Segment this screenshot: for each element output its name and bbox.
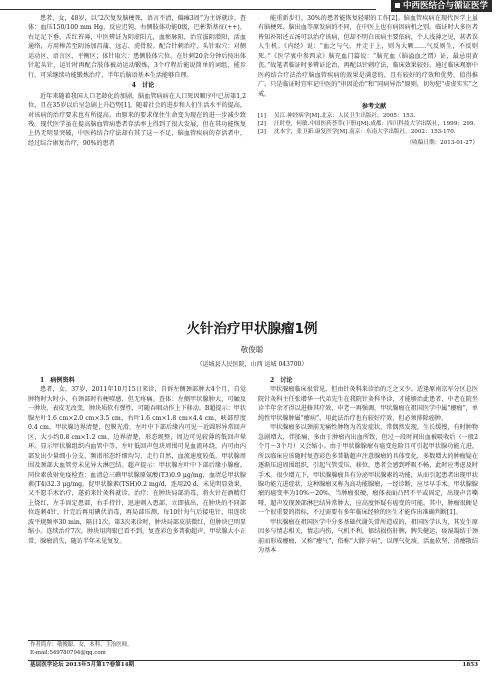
top-right-column [258,14,478,147]
case-report-paragraph: 患者，女，37岁，2011年10月15日来诊，自诉左侧颈部肿大4个月，自觉肿物时大时小，有颈部时有梗噎感，但无疼痛。查体：左侧甲状腺肿大，可触及一肿块，表皮无改变，肿块质软有弹性，可随吞咽动作上下移动。B超提示：甲状腺左叶1.6 cm×2.0 cm×3.5 cm，右叶1.6 cm×1.8 cm×4.4 cm，峡部厚度0.4 cm，甲状腺边界清楚，包膜光滑，左叶中下部后缘内可见一近圆形异常回声区，大小约0.8 cm×1.2 cm，边界清楚，形态规整，周边可见较薄的低回声晕环。显示甲状腺组织内血管中等，左叶低回声包块周围可见血流环绕，内可由内部发出少量细小分支，频谱形态纤细均匀，走行自然，血流速度较低，甲状腺周围及颈部大血管旁未见异大淋巴结。超声提示：甲状腺左叶中下部后缘小腺瘤。同位素放射免疫检查：血清总三碘甲状腺原氨酸(T3)0.9 μg/mg，血清总甲状腺素(T4)32.3 μg/mg，促甲状腺素(TSH)0.2 mg/d，连用20 d，未见明显效果，又不愿手术治疗，遂前来针灸科就诊。治疗：在肿块局部消毒，将火针在酒精灯上烧红，左手固定患部，右手持针，迅速刺入患部，立即拔出，在肿块的不同部位连刺4针，针完后再用碘伏消毒，再局部压测，每10针每气后接电针，用连续波平规频率30 min，隔日1次。第3次来诊时，肿块局部皮肤微红，但肿块已明显缩小。连续治疗7次，肿块用肉眼已看不到，复查彩色多普勒超声，甲状腺大小正常，腺瘤消失，随访半年未见复发。 [28,386,247,545]
footnote-rule [28,640,112,641]
author-bio: 作者简介：敬俊聪，女，本科，主治医师。 [30,642,133,648]
running-header [0,0,504,12]
author-email: E-mail:549780794@qq.com [30,649,106,656]
continuation-paragraph: 能重新步行，30%的患者能恢复轻职的工作[2]。脑血管疾病在现代医学上虽有脑梗死、脑出血等原发病的不同，在中医上也有病因病机之别。临证时大多医者皆知补阳还五汤可以治疗该病，但却不明白该病主要依病，个人浅薄之见，甚者误人生机。《内经》说：“血之与气，并走于上，则为大厥……气反则生，不反则死。”《医学衷中参西录》脑充血门篇说：“脑充血（脑溢血之谓）证，最忌用黄芪。”故笔者临证时多辨证论治，再配以针刺疗法，临床效果较好。通过临床观察中医药结合疗法治疗脑血管疾病的效果是满意的，且有较好的疗效和优势，值得推广。只是临证时宜牢记中医的“审因论治”和“同病异治”原则，切勿犯“虚虚实实”之戒。 [258,15,478,98]
reference-item: [1] 吴江.神经病学[M].北京：人民卫生出版社，2005：153. [258,112,416,119]
section-heading-discussion: 4 讨论 [131,82,155,90]
article-title: 火针治疗甲状腺瘤1例 [186,321,318,337]
header-rule [0,9,376,10]
article-affiliation: （运城县人民医院，山西 运城 043700） [196,361,308,368]
discussion-paragraph: 近年来随着我国人口老龄化的加剧，脑血管病病在人口死因顺序中已居第1,2位，且在35岁以后呈急剧上升趋势[1]。随着社会的进步和人们生活水平的提高，对该病的治疗要求也有所提高。由原来的要求保住生命变为现在的进一步减少致残。现代医学虽在提高脑血管病患者存活率上得到了很大发展，但在其功能恢复上仍无明显突破，中医药结合疗法却有其了这一不足，脑血管疾病的存活者中，经过综合康复治疗，90%的患者 [28,92,246,147]
section-heading-case: 1 病例资料 [40,377,75,384]
discussion-paragraph-2: 甲状腺瘤多以颈前无痛性肿物为首发症状，常偶然发现，生长缓慢，有时肿物急剧增大，伴胀痛，多由于肿瘤内出血所致，但过一段时间出血被吸收后（一般2个月～3个月）又会缩小。由于甲状腺腺瘤有癌变危险且可引起甲状腺功能亢进，所以临床应该随时复查彩色多普勒超声注意腺瘤的具体变化，多数增大的肿瘤疑在逐渐压迫周围组织，引起气管受压、移位，患者会感到呼吸不畅，此时应考虑及时手术。很少增亢下，甲状腺腺瘤具有分泌甲状腺素的功能，从而引起患者出现甲状腺功能亢进症状，这种腺瘤又称为高功能腺瘤，一经诊断，应尽早手术。甲状腺腺瘤的癌变率为10%～20%，当肿瘤很硬，瘤体表面凸凹不平或固定，出现声音嘶哑，超声发现颈部淋巴结异常肿大，应高度怀疑有癌变的可能。其中，肿瘤很硬是一个很重要的指标，不过需要有多年临床经验的医生才能作出准确判断[1]。 [258,424,478,517]
top-left-column [28,14,246,148]
header-title: 中西医结合与循证医学 [402,1,488,11]
discussion-paragraph-3: 甲状腺瘤在祖国医学中分多基础代谢失常所造成的，祖国医学认为，其发生原因多与情志相关，情志内伤，气机不利，郁结损伤肝脾，脾失健运，痰湿凝结于颈前而形成瘿瘤，又称“瘿气”，俗称“大脖子病”，以理气化痰，活血软坚，消瘿散结为基本 [258,518,478,555]
section-heading-discussion-2: 2 讨论 [270,377,293,384]
reference-list [258,112,478,148]
article-author: 敬俊聪 [240,345,264,354]
bottom-left-column [28,376,246,546]
page-number: 1853 [462,662,478,668]
case-paragraph: 患者，女，48岁，以“2次复发脑梗死，语言不清，偏瘫3周”为主诉就诊。查体：血压150/100 mm Hg，反应迟钝，右侧肢体功能0级，巴彬斯基征(++)，右足足下垂，舌红苔薄，中医辨证为阴虚阳亢，血瘀脉阻，治宜滋阴潜阳，活血通络，方用棒苦至阴汤加昌蒲、远志、虎骨胶。配合针刺治疗，头针取穴：对侧运动区、语言区、平衡区；体针取穴：患侧肢体穴位。在针刺20余分钟后按出体针起头针，运针时再配合肢体被动运动锻炼，3个疗程后能说简单的词组，能步行，可采继续功能锻炼治疗，半年后脑语基本生活能够自理。 [28,15,246,79]
received-date: （收稿日期：2013-01-27） [406,139,478,146]
reference-item: [2] 汪时登，何敏.中国医药荟萃(下册)[M].成都：四川科技大学出版社，1999：299. [258,120,476,127]
author-footnote [30,642,132,658]
journal-citation: 基层医学论坛 2013年5月第17卷第14期 [30,662,135,668]
header-title-box [391,0,492,12]
bottom-right-column [258,376,478,556]
reference-item: [3] 沈本宇，张卫新.康复医学[M].南京：东南大学出版社，2002：153-170. [258,129,456,136]
header-square-icon [395,3,400,8]
references-heading: 参考文献 [361,103,387,111]
discussion-paragraph-1: 甲状腺瘤临床很常见，但由针灸科来诊治的乏之又少。适逢原南京军分区总医院针灸科主任张增华一代弟先生在我院针灸科坐诊，才能够治此患者，中老在院坐诊半年余才得以进修其疗效，申老一再强调，甲状腺瘤在祖国医学中属“瘿瘤”，单纯性甲状腺肿属“瘿病”，用此法治疗也有较好疗效，但必须排除癌肿。 [258,386,478,422]
